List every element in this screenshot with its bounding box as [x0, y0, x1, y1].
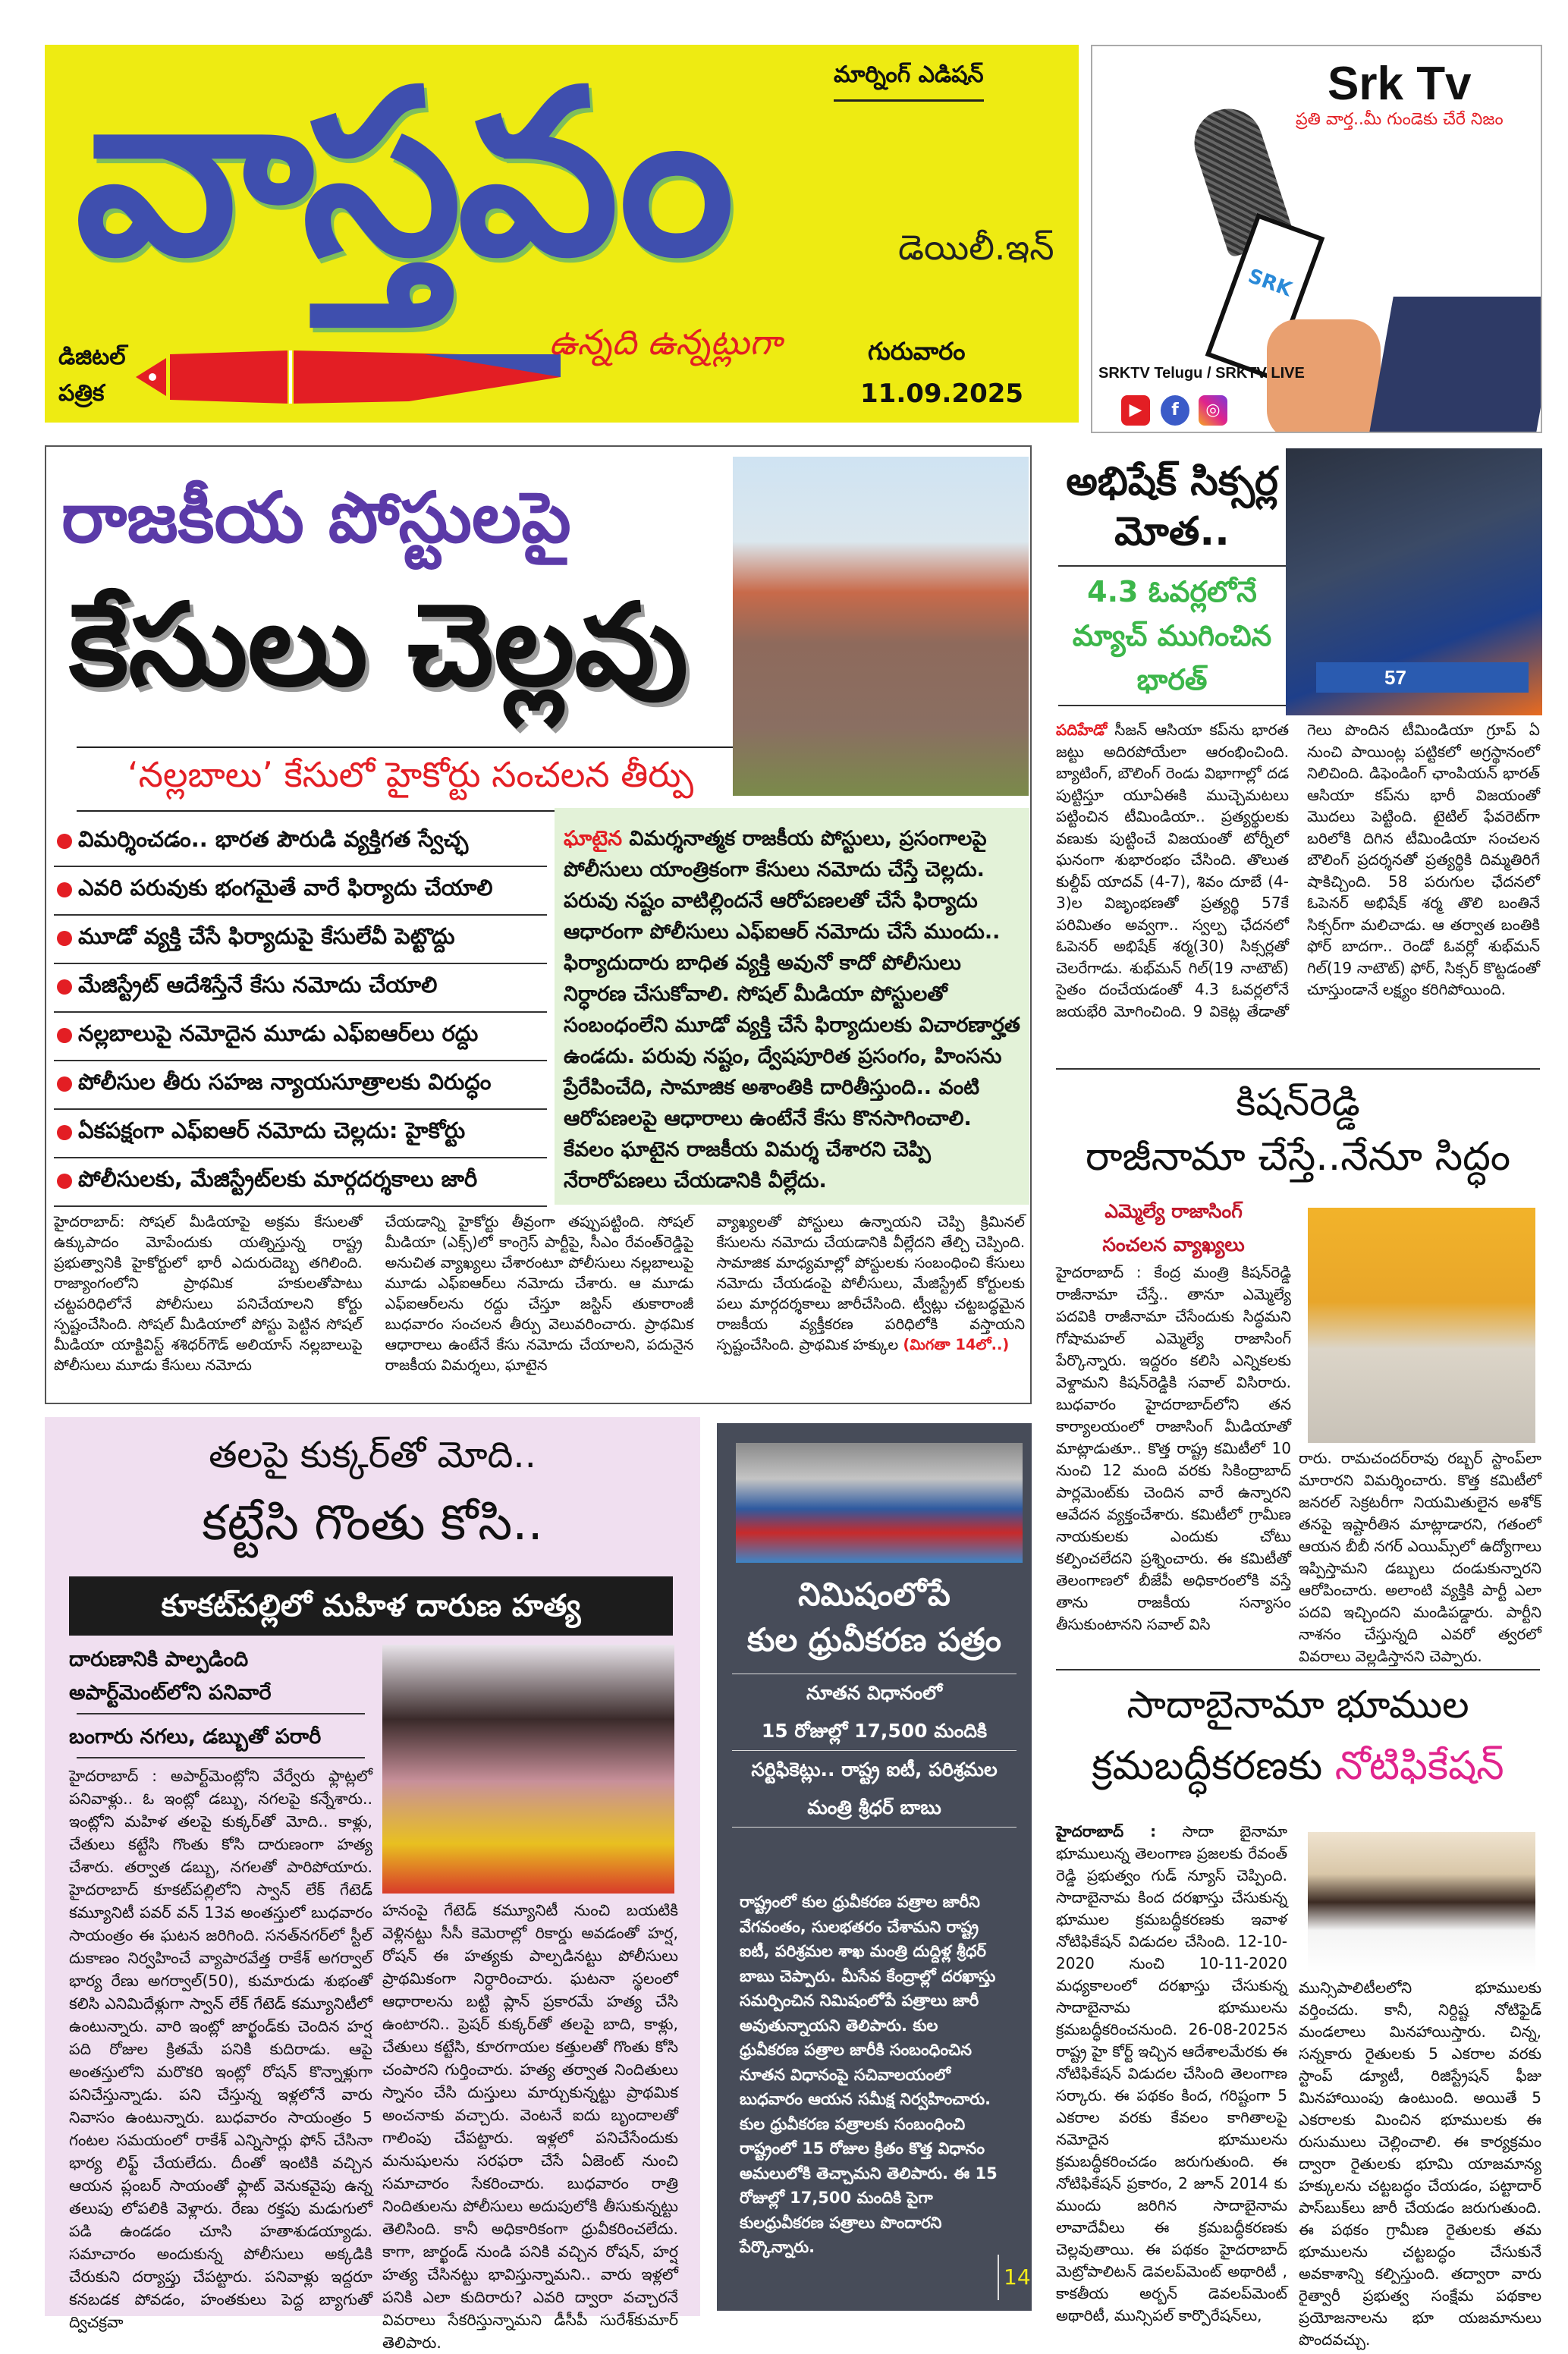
bullet-item: ఎవరి పరువుకు భంగమైతే వారే ఫిర్యాదు చేయాలి [54, 867, 547, 916]
kishan-headline-2: రాజీనామా చేస్తే..నేనూ సిద్ధం [1085, 1134, 1511, 1180]
kishan-headline-1: కిషన్‌రెడ్డి [1236, 1080, 1360, 1124]
caste-subheads [732, 1674, 1017, 1828]
minister-event-photo [736, 1443, 1023, 1563]
land-headline-1: సాదాబైనామా భూముల [1127, 1683, 1469, 1727]
tagline: ఉన్నది ఉన్నట్లుగా [549, 322, 782, 363]
kishan-right-col [1299, 1208, 1541, 1667]
caste-body: రాష్ట్రంలో కుల ధ్రువీకరణ పత్రాల జారీని వేగవంతం, సులభతరం చేశామని రాష్ట్ర ఐటీ, పరిశ్రమల శాఖ మంత్రి దుద్దిళ్ల శ్రీధర్ బాబు చెప్పారు. మీసేవ కేంద్రాల్లో దరఖాస్తు సమర్పించిన నిమిషంలోపే పత్రాలు జారీ అవుతున్నాయని తెలిపారు. కుల ధ్రువీకరణ పత్రాల జారీకి సంబంధించిన నూతన విధానంపై సచివాలయంలో బుధవారం ఆయన సమీక్ష నిర్వహించారు. కుల ధ్రువీకరణ పత్రాలకు సంబంధించి రాష్ట్రంలో 15 రోజుల క్రితం కొత్త విధానం అమలులోకి తెచ్చామని తెలిపారు. ఈ 15 రోజుల్లో 17,500 మందికి పైగా కులధ్రువీకరణ పత్రాలు పొందారని పేర్కొన్నారు. [740, 1893, 998, 2256]
divider [77, 1757, 365, 1758]
ad-title: Srk Tv [1328, 58, 1472, 110]
bullet-item: పోలీసులకు, మేజిస్ట్రేట్‌లకు మార్గదర్శకాలు జారీ [54, 1158, 547, 1207]
caste-subhead: నూతన విధానంలో [806, 1682, 942, 1704]
caste-subhead: సర్టిఫికెట్లు.. రాష్ట్ర ఐటీ, పరిశ్రమల మంత్రి శ్రీధర్ బాబు [751, 1758, 998, 1818]
land-headline-text: క్రమబద్ధీకరణకు [1092, 1743, 1323, 1789]
page-number: 14 [998, 2255, 1031, 2300]
lead-story [45, 445, 1032, 1404]
caste-subhead: 15 రోజుల్లో 17,500 మందికి [732, 1712, 1017, 1751]
lead-headline: కేసులు చెల్లవు [69, 580, 689, 712]
murder-story [45, 1417, 700, 2352]
instagram-icon[interactable]: ◎ [1199, 395, 1227, 426]
youtube-icon[interactable]: ▶ [1121, 395, 1150, 426]
murder-headline-1: తలపై కుక్కర్‌తో మోది.. [209, 1434, 536, 1476]
divider [77, 1713, 365, 1714]
pen-nib-icon [136, 347, 561, 407]
lead-body-col [716, 1212, 1025, 1375]
land-text: సాదా బైనామా భూములున్న తెలంగాణ ప్రజలకు రేవంత్ రెడ్డి ప్రభుత్వం గుడ్ న్యూస్ చెప్పింది. సాదాబైనామ కింద దరఖాస్తు చేసుకున్న భూముల క్రమబద్ధీకరణకు ఇవాళ నోటిఫికేషన్ విడుదల చేసింది. 12-10-2020 నుంచి 10-11-2020 మధ్యకాలంలో దరఖాస్తు చేసుకున్న సాదాబైనామ భూములను క్రమబద్ధీకరించనుంది. 26-08-2025న రాష్ట్ర హై కోర్ట్ ఇచ్చిన ఆదేశాలమేరకు ఈ నోటిఫికేషన్ విడుదల చేసింది తెలంగాణ సర్కారు. ఈ పథకం కింద, గరిష్టంగా 5 ఎకరాల వరకు కేవలం కాగితాలపై నమోదైన భూములను క్రమబద్ధీకరించడం జరుగుతుంది. ఈ నోటిఫికేషన్ ప్రకారం, 2 జూన్ 2014 కు ముందు జరిగిన సాదాబైనామ లావాదేవీలు ఈ క్రమబద్ధీకరణకు చెల్లవుతాయి. ఈ పథకం హైదరాబాద్ మెట్రోపాలిటన్ డెవలప్‌మెంట్ అథారిటీ , కాకతీయ అర్బన్ డెవలప్‌మెంట్ అథారిటీ, మున్సిపల్ కార్పొరేషన్‌లు, [1056, 1822, 1288, 2324]
edition-label: మార్నింగ్ ఎడిషన్ [834, 61, 984, 102]
murder-headline-2: కట్టేసి గొంతు కోసి.. [202, 1495, 543, 1551]
suit-sleeve [1368, 297, 1542, 433]
highlight-box [555, 808, 1029, 1205]
raja-singh-photo [1308, 1208, 1535, 1443]
masthead [45, 41, 1079, 423]
lead-body-col: హైదరాబాద్: సోషల్ మీడియాపై అక్రమ కేసులతో ఉక్కుపాదం మోపేందుకు యత్నిస్తున్న రాష్ట్ర ప్రభుత్వానికి హైకోర్టులో భారీ ఎదురుదెబ్బ తగిలింది. రాజ్యాంగంలోని ప్రాథమిక హకులతోపాటు చట్టపరిధిలోనే పోలీసులు పనిచేయాలని కోర్టు స్పష్టంచేసింది. సోషల్ మీడియాలో పోస్టు పెట్టిన సోషల్ మీడియా యాక్టివిస్ట్ శశిధర్‌గౌడ్ అలియాస్ నల్లబాలుపై పోలీసులు మూడు కేసులు నమోదు [54, 1213, 363, 1374]
lead-bullets [54, 819, 547, 1207]
cricket-body [1056, 719, 1540, 1022]
ad-tagline: ప్రతి వార్త..మీ గుండెకు చేరే నిజం [1296, 110, 1504, 129]
cricket-photo [1286, 448, 1542, 715]
land-headline-2 [1056, 1737, 1540, 1795]
digital-label [58, 339, 126, 412]
kishan-subhead-line: సంచలన వ్యాఖ్యలు [1102, 1234, 1245, 1256]
cricket-lead: పదిహేడో [1056, 721, 1108, 739]
divider [1056, 1669, 1540, 1670]
land-body [1056, 1821, 1287, 2327]
caste-certificate-story [717, 1423, 1032, 2311]
cricket-subhead: 4.3 ఓవర్లలోనే మ్యాచ్ ముగించిన భారత్ [1058, 565, 1286, 706]
weekday: గురువారం [868, 337, 966, 366]
high-court-photo [733, 457, 1029, 796]
bullet-item: నల్లబాలుపై నమోదైన మూడు ఎఫ్ఐఆర్‌లు రద్దు [54, 1013, 547, 1061]
caste-headline-2: కుల ధ్రువీకరణ పత్రం [747, 1621, 1001, 1658]
domain-label: డెయిలీ.ఇన్ [898, 227, 1054, 268]
srk-logo: SRK [1245, 264, 1295, 302]
land-headline-highlight: నోటిఫికేషన్ [1334, 1743, 1504, 1789]
caste-headline-1: నిమిషంలోపే [798, 1576, 951, 1613]
lead-subhead: ‘నల్లబాలు’ కేసులో హైకోర్టు సంచలన తీర్పు [77, 746, 744, 812]
victim-photo [382, 1645, 674, 1894]
kishan-body: హైదరాబాద్ : కేంద్ర మంత్రి కిషన్‌రెడ్డి రాజీనామా చేస్తే.. తానూ ఎమ్మెల్యే పదవికి రాజీనామా చేసేందుకు సిద్ధమని గోషామహల్ ఎమ్మెల్యే రాజాసింగ్ పేర్కొన్నారు. ఇద్దరం కలిసి ఎన్నికలకు వెళ్దామని కిషన్‌రెడ్డికి సవాల్ విసిరారు. బుధవారం హైదరాబాద్‌లోని తన కార్యాలయంలో రాజాసింగ్ మీడియాతో మాట్లాడుతూ.. కొత్త రాష్ట్ర కమిటీలో 10 నుంచి 12 మంది వరకు సికింద్రాబాద్ పార్లమెంట్‌కు చెందిన వారే ఉన్నారని ఆవేదన వ్యక్తంచేశారు. కమిటీలో గ్రామీణ నాయకులకు ఎందుకు చోటు కల్పించలేదని ప్రశ్నించారు. ఈ కమిటీతో తెలంగాణలో బీజేపీ అధికారంలోకి వస్తే తాను రాజకీయ సన్యాసం తీసుకుంటానని సవాల్ విసి [1056, 1263, 1291, 1633]
bullet-item: పోలీసుల తీరు సహజ న్యాయసూత్రాలకు విరుద్ధం [54, 1061, 547, 1110]
digital-label-line: డిజిటల్ [58, 344, 126, 370]
murder-left-col [69, 1643, 372, 2334]
bullet-item: విమర్శించడం.. భారత పౌరుడి వ్యక్తిగత స్వేచ్ఛ [54, 819, 547, 867]
ad-handles: SRKTV Telugu / SRKTV LIVE [1098, 365, 1305, 382]
land-body: మున్సిపాలిటీలలోని భూములకు వర్తించదు. కానీ, నిర్దిష్ట నోటిఫైడ్ మండలాలు మినహాయిస్తారు. చిన్న, సన్నకారు రైతులకు 5 ఎకరాల వరకు స్టాంప్ డ్యూటీ, రిజిస్ట్రేషన్ ఫీజు మినహాయింపు ఉంటుంది. అయితే 5 ఎకరాలకు మించిన భూములకు ఈ రుసుములు చెల్లించాలి. ఈ కార్యక్రమం ద్వారా రైతులకు భూమి యాజమాన్య హక్కులను చట్టబద్ధం చేయడం, పట్టాదార్ పాస్‌బుక్‌లు జారీ చేయడం జరుగుతుంది. ఈ పథకం గ్రామీణ రైతులకు తమ భూములను చట్టబద్ధం చేసుకునే అవకాశాన్ని కల్పిస్తుంది. తద్వారా వారు రైత్వారీ ప్రభుత్వ సంక్షేమ పథకాల ప్రయోజనాలను భూ యజమానులు పొందవచ్చు. [1299, 1978, 1541, 2349]
kishan-subhead-line: ఎమ్మెల్యే రాజాసింగ్ [1105, 1200, 1243, 1222]
lead-body-text: వ్యాఖ్యలతో పోస్టులు ఉన్నాయని చెప్పి క్రిమినల్ కేసులను నమోదు చేయడానికి వీల్లేదని తేల్చి చెప్పింది. సామాజిక మాధ్యమాల్లో పోస్టులకు సంబంధించి కేసులు నమోదు చేయడంపై పోలీసులు, మేజిస్ట్రేట్ కోర్టులకు పలు మార్గదర్శకాలు జారీచేసింది. ట్వీట్లు చట్టబద్ధమైన రాజకీయ వ్యక్తీకరణ పరిధిలోకి వస్తాయని స్పష్టంచేసింది. ప్రాథమిక హక్కుల [716, 1213, 1026, 1353]
continued-link[interactable]: (మిగతా 14లో..) [903, 1336, 1010, 1353]
land-right-col [1299, 1832, 1541, 2351]
murder-subhead: అపార్ట్‌మెంట్‌లోని పనివారే [69, 1681, 272, 1705]
murder-body: హైదరాబాద్ : అపార్ట్‌మెంట్లోని వేర్వేరు ఫ్లాట్లలో పనివాళ్లు.. ఓ ఇంట్లో డబ్బు, నగలపై కన్నేశారు.. ఇంట్లోని మహిళ తలపై కుక్కర్‌తో మోది.. కాళ్లు, చేతులు కట్టేసి గొంతు కోసి దారుణంగా హత్య చేశారు. తర్వాత డబ్బు, నగలతో పారిపోయారు. హైదరాబాద్ కూకట్‌పల్లిలోని స్వాన్ లేక్ గేటెడ్ కమ్యూనిటీ పవర్ వన్ 13వ అంతస్తులో బుధవారం సాయంత్రం ఈ ఘటన జరిగింది. సనత్‌నగర్‌లో స్టీల్ దుకాణం నిర్వహించే వ్యాపారవేత్త రాకేశ్ అగర్వాల్ భార్య రేణు అగర్వాల్(50), కుమారుడు శుభంతో కలిసి ఎనిమిదేళ్లుగా స్వాన్ లేక్ గేటెడ్ కమ్యూనిటీలో ఉంటున్నారు. వారి ఇంట్లో జార్ఖండ్‌కు చెందిన హర్ష పది రోజుల క్రితమే పనికి కుదిరాడు. ఆపై అంతస్తులోని మరొకరి ఇంట్లో రోషన్ కొన్నాళ్లుగా పనిచేస్తున్నాడు. పని చేస్తున్న ఇళ్లలోనే వారు నివాసం ఉంటున్నారు. బుధవారం సాయంత్రం 5 గంటల సమయంలో రాకేశ్ ఎన్నిసార్లు ఫోన్ చేసినా భార్య లిఫ్ట్ చేయలేదు. దీంతో ఇంటికి వచ్చిన ఆయన ప్లంబర్ సాయంతో ఫ్లాట్ వెనుకవైపు ఉన్న తలుపు లోపలికి వెళ్లారు. రేణు రక్తపు మడుగులో పడి ఉండడం చూసి హతాశుడయ్యాడు. సమాచారం అందుకున్న పోలీసులు అక్కడికి చేరుకుని దర్యాప్తు చేపట్టారు. పనివాళ్లు ఇద్దరూ కనబడక పోవడం, హంతకులు పెద్ద బ్యాగుతో ద్విచక్రవా [69, 1767, 372, 2331]
murder-bar: కూకట్‌పల్లిలో మహిళ దారుణ హత్య [69, 1576, 673, 1636]
lead-body [54, 1212, 1025, 1375]
cricket-headline: అభిషేక్ సిక్సర్ల మోత.. [1066, 459, 1278, 555]
murder-subhead: దారుణానికి పాల్పడింది [69, 1648, 249, 1671]
kishan-subhead [1056, 1195, 1291, 1262]
lead-kicker: రాజకీయ పోస్టులపై [61, 477, 571, 558]
kishan-body: రారు. రామచందర్‌రావు రబ్బర్ స్టాంప్‌లా మారారని విమర్శించారు. కొత్త కమిటీలో జనరల్ సెక్రటరీగా నియమితులైన అశోక్ తనపై ఇష్టారీతిన మాట్లాడారని, గతంలో ఆయన బీబీ నగర్ ఎయిమ్స్‌లో ఉద్యోగాలు ఇప్పిస్తామని డబ్బులు దండుకున్నారని ఆరోపించారు. అలాంటి వ్యక్తికి పార్టీ ఎలా పదవి ఇచ్చిందని మండిపడ్డారు. పార్టీని నాశనం చేస్తున్నది ఎవరో త్వరలో వివరాలు వెల్లడిస్తానని చెప్పారు. [1299, 1449, 1541, 1665]
digital-label-line: పత్రిక [58, 380, 105, 407]
bullet-item: మేజిస్ట్రేట్ ఆదేశిస్తేనే కేసు నమోదు చేయాలి [54, 964, 547, 1013]
facebook-icon[interactable]: f [1161, 395, 1189, 426]
bullet-item: ఏకపక్షంగా ఎఫ్ఐఆర్ నమోదు చెల్లదు: హైకోర్టు [54, 1110, 547, 1158]
dateline: హైదరాబాద్ : [1056, 1822, 1157, 1840]
murder-subhead: బంగారు నగలు, డబ్బుతో పరారీ [69, 1725, 322, 1749]
murder-body: హనంపై గేటెడ్ కమ్యూనిటీ నుంచి బయటికి వెళ్లినట్టు సీసీ కెమెరాల్లో రికార్డు అవడంతో హర్ష, రోషన్ ఈ హత్యకు పాల్పడినట్టు పోలీసులు ప్రాథమికంగా నిర్ధారించారు. ఘటనా స్థలంలో ఆధారాలను బట్టి ప్లాన్ ప్రకారమే హత్య చేసి ఉంటారని.. ప్రెషర్ కుక్కర్‌తో తలపై బాది, కాళ్లు, చేతులు కట్టేసి, కూరగాయల కత్తులతో గొంతు కోసి చంపారని గుర్తించారు. హత్య తర్వాత నిందితులు స్నానం చేసి దుస్తులు మార్చుకున్నట్టు ప్రాథమిక అంచనాకు వచ్చారు. వెంటనే ఐదు బృందాలతో గాలింపు చేపట్టారు. ఇళ్లలో పనిచేసేందుకు మనుషులను సరఫరా చేసే ఏజెంట్ నుంచి సమాచారం సేకరించారు. బుధవారం రాత్రి నిందితులను పోలీసులు అదుపులోకి తీసుకున్నట్టు తెలిసింది. కానీ అధికారికంగా ధ్రువీకరించలేదు. కాగా, జార్ఖండ్ నుండి పనికి వచ్చిన రోషన్, హర్ష హత్య చేసినట్టు భావిస్తున్నామని.. వారు ఇళ్లలో పనికి ఎలా కుదిరారు? ఎవరి ద్వారా వచ్చారనే వివరాలు సేకరిస్తున్నామని డీసీపీ సురేశ్‌కుమార్ తెలిపారు. [382, 1901, 678, 2352]
murder-right-col [382, 1899, 678, 2354]
cricket-text: సీజన్ ఆసియా కప్‌ను భారత జట్టు అదిరపోయేలా ఆరంభించింది. బ్యాటింగ్, బౌలింగ్ రెండు విభాగాల్లో దడ పుట్టిస్తూ యూఏఈకి ముచ్చెమటలు పట్టించిన టీమిండియా.. ప్రత్యర్థులకు వణుకు పుట్టించే విజయంతో టోర్నీలో ఘనంగా శుభారంభం చేసింది. తొలుత కుల్దీప్ యాదవ్ (4-7), శివం దూబే (4-3)ల విజృంభణతో ప్రత్యర్థి 57కే పరిమితం అవ్వగా.. స్వల్ప ఛేదనలో ఓపెనర్ అభిషేక్ శర్మ(30) సిక్సర్లతో చెలరేగాడు. శుభ్‌మన్ గిల్(19 నాటౌట్) సైతం దంచేయడంతో 4.3 ఓవర్లలోనే జయభేరి మోగించింది. 9 వికెట్ల తేడాతో గెలు పొందిన టీమిండియా గ్రూప్ ఏ నుంచి పాయింట్ల పట్టికలో అగ్రస్థానంలో నిలిచింది. డిఫెండింగ్ ఛాంపియన్ భారత్ ఆసియా కప్‌ను భారీ విజయంతో మొదలు పెట్టింది. టైటిల్ ఫేవరెట్‌గా బరిలోకి దిగిన టీమిండియా సంచలన బౌలింగ్ ప్రదర్శనతో ప్రత్యర్థికి దిమ్మతిరిగే షాకిచ్చింది. 58 పరుగుల ఛేదనలో ఓపెనర్ అభిషేక్ శర్మ తొలి బంతినే సిక్సర్‌గా మలిచాడు. ఆ తర్వాత బంతికి ఫోర్ బాదగా.. రెండో ఓవర్లో శుభ్‌మన్ గిల్(19 నాటౌట్) ఫోర్, సిక్సర్ కొట్టడంతో చూస్తుండానే లక్ష్యం కరిగిపోయింది. [1056, 721, 1540, 1020]
kishan-left-col [1056, 1195, 1291, 1636]
bullet-item: మూడో వ్యక్తి చేసే ఫిర్యాదుపై కేసులేవీ పెట్టొద్దు [54, 916, 547, 964]
srk-tv-ad[interactable] [1091, 45, 1542, 433]
highlight-text: విమర్శనాత్మక రాజకీయ పోస్టులు, ప్రసంగాలపై పోలీసులు యాంత్రికంగా కేసులు నమోదు చేస్తే చెల్లదు. పరువు నష్టం వాటిల్లిందనే ఆరోపణలతో చేసే ఫిర్యాదు ఆధారంగా పోలీసులు ఎఫ్ఐఆర్ నమోదు చేసే ముందు.. ఫిర్యాదుదారు బాధిత వ్యక్తి అవునో కాదో పోలీసులు నిర్ధారణ చేసుకోవాలి. సోషల్ మీడియా పోస్టులతో సంబంధంలేని మూడో వ్యక్తి చేసే ఫిర్యాదులకు విచారణార్హత ఉండదు. పరువు నష్టం, ద్వేషపూరిత ప్రసంగం, హింసను ప్రేరేపించేది, సామాజిక అశాంతికి దారితీస్తుంది.. వంటి ఆరోపణలపై ఆధారాలు ఉంటేనే కేసు కొనసాగించాలి. కేవలం ఘాటైన రాజకీయ విమర్శ చేశారని చెప్పి నేరారోపణలు చేయడానికి వీల్లేదు. [564, 827, 1020, 1193]
divider [1056, 1068, 1540, 1070]
scoreboard: 57 [1316, 662, 1529, 693]
newspaper-logo: వాస్తవం [75, 41, 731, 306]
lead-body-col: చేయడాన్ని హైకోర్టు తీవ్రంగా తప్పుపట్టింది. సోషల్ మీడియా (ఎక్స్)లో కాంగ్రెస్ పార్టీపై, సీఎం రేవంత్‌రెడ్డిపై అనుచిత వ్యాఖ్యలు చేశారంటూ పోలీసులు నల్లబాలుపై మూడు ఎఫ్ఐఆర్‌లు నమోదు చేశారు. ఆ మూడు ఎఫ్ఐఆర్‌లను రద్దు చేస్తూ జస్టిస్ తుకారాంజీ బుధవారం సంచలన తీర్పు వెలువరించారు. ప్రాథమిక ఆధారాలు ఉంటేనే కేసు నమోదు చేయాలని, పదునైన రాజకీయ విమర్శలు, ఘాటైన [385, 1213, 694, 1374]
highlight-lead: ఘాటైన [564, 827, 623, 850]
issue-date: 11.09.2025 [860, 379, 1024, 409]
revanth-reddy-photo [1308, 1832, 1535, 1972]
